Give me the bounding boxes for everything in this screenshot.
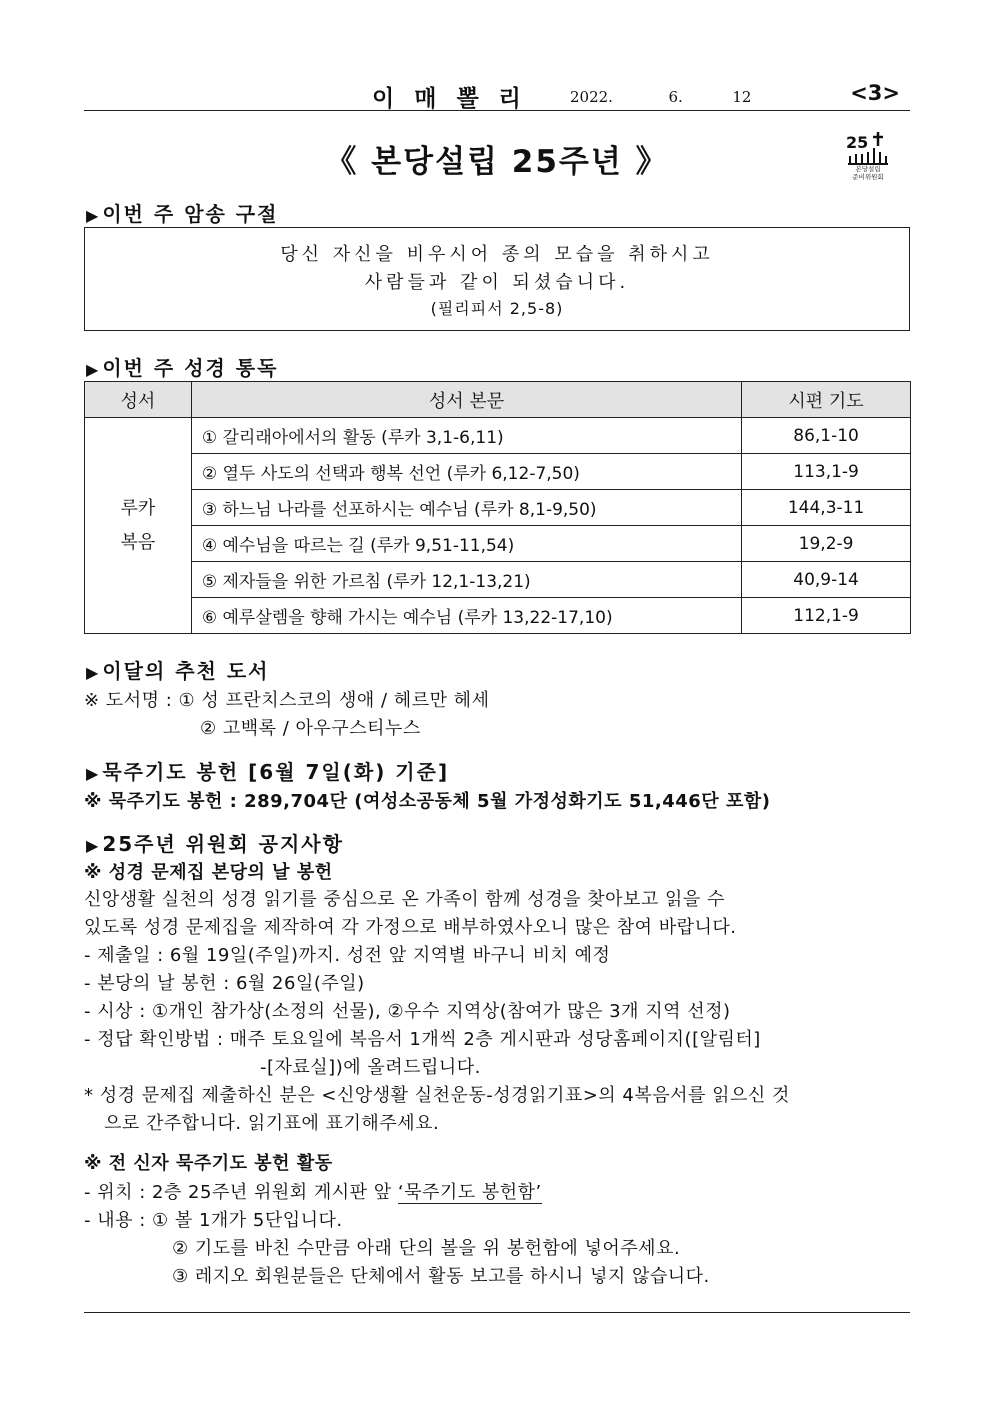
notice-detail-answers: - 정답 확인방법 : 매주 토요일에 복음서 1개씩 2층 게시판과 성당홈페이지([알림터] (84, 1029, 761, 1050)
psalm-cell: 86,1-10 (742, 418, 911, 454)
passage-cell: ⑤ 제자들을 위한 가르침 (루카 12,1-13,21) (191, 562, 741, 598)
date-year: 2022. (570, 88, 613, 106)
books-label: ※ 도서명 : (84, 690, 173, 711)
date-month: 6. (668, 88, 683, 106)
notice-heading (86, 828, 344, 857)
psalm-cell: 40,9-14 (742, 562, 911, 598)
notice-detail-answers-cont: -[자료실])에 올려드립니다. (260, 1057, 481, 1078)
triangle-bullet-icon: ▶ (86, 206, 101, 225)
notice-note-line-1: * 성경 문제집 제출하신 분은 <신앙생활 실천운동-성경읽기표>의 4복음서를 읽으신 것 (84, 1085, 790, 1106)
book-name-line-2: 복음 (120, 531, 156, 553)
triangle-bullet-icon: ▶ (86, 663, 101, 682)
books-heading-text: 이달의 추천 도서 (102, 659, 270, 683)
psalm-cell: 112,1-9 (742, 598, 911, 634)
psalm-cell: 19,2-9 (742, 526, 911, 562)
table-header-row (85, 382, 911, 418)
verse-reference: (필리피서 2,5-8) (430, 299, 564, 318)
column-header: 성서 (85, 382, 192, 418)
table-row (85, 490, 911, 526)
bible-reading-heading-text: 이번 주 성경 통독 (102, 356, 279, 380)
memory-verse-box (84, 227, 910, 331)
rosary-content-1: - 내용 : ① 볼 1개가 5단입니다. (84, 1210, 343, 1231)
bible-reading-table (84, 381, 911, 634)
triangle-bullet-icon: ▶ (86, 836, 101, 855)
triangle-bullet-icon: ▶ (86, 764, 101, 783)
book-name-line-1: 루카 (120, 497, 156, 519)
location-text: - 위치 : 2층 25주년 위원회 게시판 앞 (84, 1182, 398, 1203)
notice-paragraph-1: 신앙생활 실천의 성경 읽기를 중심으로 온 가족이 함께 성경을 찾아보고 읽을 수 (84, 889, 725, 910)
notice-note-line-2: 으로 간주합니다. 읽기표에 표기해주세요. (104, 1113, 440, 1134)
rosary-content-2: ② 기도를 바친 수만큼 아래 단의 볼을 위 봉헌함에 넣어주세요. (172, 1238, 681, 1259)
books-heading (86, 655, 269, 684)
triangle-bullet-icon: ▶ (86, 360, 101, 379)
header-rule (84, 110, 910, 111)
notice-detail-offering: - 본당의 날 봉헌 : 6월 26일(주일) (84, 973, 365, 994)
notice-paragraph-2: 있도록 성경 문제집을 제작하여 각 가정으로 배부하였사오니 많은 참여 바랍니다. (84, 917, 737, 938)
bible-reading-heading (86, 352, 278, 381)
table-row (85, 526, 911, 562)
date-day: 12 (732, 88, 752, 106)
book-item-1: ① 성 프란치스코의 생애 / 헤르만 헤세 (178, 690, 490, 711)
footer-rule (84, 1312, 910, 1313)
table-row (85, 454, 911, 490)
logo-number: 25 (846, 133, 869, 152)
notice-detail-awards: - 시상 : ①개인 참가상(소정의 선물), ②우수 지역상(참여가 많은 3개 지역 선정) (84, 1001, 731, 1022)
rosary-heading (86, 756, 449, 785)
books-line-1 (84, 686, 489, 712)
offering-box-name: ‘묵주기도 봉헌함’ (397, 1182, 542, 1203)
passage-cell: ② 열두 사도의 선택과 행복 선언 (루카 6,12-7,50) (191, 454, 741, 490)
anniversary-logo (844, 130, 894, 180)
memory-verse-heading-text: 이번 주 암송 구절 (102, 202, 279, 226)
psalm-cell: 113,1-9 (742, 454, 911, 490)
verse-line-1: 당신 자신을 비우시어 종의 모습을 취하시고 (280, 244, 714, 265)
rosary-heading-text: 묵주기도 봉헌 [6월 7일(화) 기준] (102, 760, 450, 784)
rosary-total-line: ※ 묵주기도 봉헌 : 289,704단 (여성소공동체 5월 가정성화기도 51,446단 포함) (84, 791, 771, 812)
column-header: 성서 본문 (191, 382, 741, 418)
book-cell (85, 418, 192, 634)
verse-line-2: 사람들과 같이 되셨습니다. (364, 272, 630, 293)
issue-date (570, 88, 751, 106)
logo-text-2: 준비위원회 (852, 173, 884, 180)
rosary-box-location (84, 1178, 542, 1204)
rosary-content-3: ③ 레지오 회원분들은 단체에서 활동 보고를 하시니 넣지 않습니다. (172, 1266, 710, 1287)
passage-cell: ④ 예수님을 따르는 길 (루카 9,51-11,54) (191, 526, 741, 562)
newsletter-name: 이 매 뽈 리 (372, 86, 527, 112)
table-row (85, 562, 911, 598)
passage-cell: ③ 하느님 나라를 선포하시는 예수님 (루카 8,1-9,50) (191, 490, 741, 526)
passage-cell: ⑥ 예루살렘을 향해 가시는 예수님 (루카 13,22-17,10) (191, 598, 741, 634)
book-item-2: ② 고백록 / 아우구스티누스 (200, 718, 421, 739)
psalm-cell: 144,3-11 (742, 490, 911, 526)
logo-text-1: 본당설립 (855, 165, 881, 173)
memory-verse-heading (86, 198, 278, 227)
page-number: <3> (850, 81, 900, 105)
page-title: 《 본당설립 25주년 》 (325, 144, 669, 180)
notice-subheading-1: ※ 성경 문제집 본당의 날 봉헌 (84, 862, 333, 883)
notice-detail-submission: - 제출일 : 6월 19일(주일)까지. 성전 앞 지역별 바구니 비치 예정 (84, 945, 611, 966)
notice-heading-text: 25주년 위원회 공지사항 (102, 832, 344, 856)
table-row (85, 598, 911, 634)
notice-subheading-2: ※ 전 신자 묵주기도 봉헌 활동 (84, 1153, 333, 1174)
passage-cell: ① 갈리래아에서의 활동 (루카 3,1-6,11) (191, 418, 741, 454)
table-row (85, 418, 911, 454)
column-header: 시편 기도 (742, 382, 911, 418)
page-header (84, 78, 910, 110)
